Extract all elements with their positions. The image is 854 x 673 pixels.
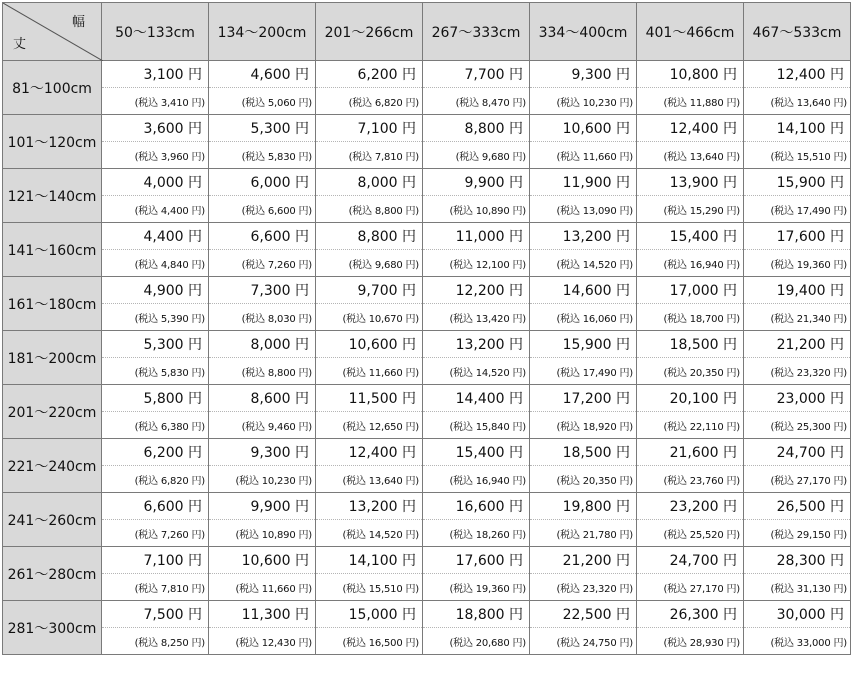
price-cell: 9,300 円 <box>209 439 316 466</box>
tax-included-price-cell: (税込 29,150 円) <box>744 520 851 547</box>
height-header: 81～100cm <box>3 61 102 115</box>
table-row-tax <box>3 358 851 385</box>
price-cell: 21,600 円 <box>637 439 744 466</box>
tax-included-price-cell: (税込 6,380 円) <box>102 412 209 439</box>
tax-included-price-cell: (税込 21,780 円) <box>530 520 637 547</box>
price-cell: 24,700 円 <box>637 547 744 574</box>
width-header: 50～133cm <box>102 3 209 61</box>
tax-included-price-cell: (税込 25,300 円) <box>744 412 851 439</box>
price-cell: 6,600 円 <box>102 493 209 520</box>
price-cell: 11,300 円 <box>209 601 316 628</box>
price-cell: 6,200 円 <box>102 439 209 466</box>
table-row <box>3 439 851 466</box>
header-row <box>3 3 851 61</box>
tax-included-price-cell: (税込 7,810 円) <box>102 574 209 601</box>
tax-included-price-cell: (税込 8,030 円) <box>209 304 316 331</box>
tax-included-price-cell: (税込 10,890 円) <box>423 196 530 223</box>
tax-included-price-cell: (税込 25,520 円) <box>637 520 744 547</box>
table-row-tax <box>3 250 851 277</box>
price-cell: 23,200 円 <box>637 493 744 520</box>
price-cell: 8,600 円 <box>209 385 316 412</box>
tax-included-price-cell: (税込 23,320 円) <box>744 358 851 385</box>
price-cell: 17,600 円 <box>423 547 530 574</box>
table-row-tax <box>3 88 851 115</box>
price-cell: 9,900 円 <box>209 493 316 520</box>
height-header: 121～140cm <box>3 169 102 223</box>
tax-included-price-cell: (税込 3,410 円) <box>102 88 209 115</box>
tax-included-price-cell: (税込 11,660 円) <box>316 358 423 385</box>
price-cell: 9,300 円 <box>530 61 637 88</box>
tax-included-price-cell: (税込 18,920 円) <box>530 412 637 439</box>
price-cell: 12,200 円 <box>423 277 530 304</box>
tax-included-price-cell: (税込 27,170 円) <box>637 574 744 601</box>
price-cell: 6,600 円 <box>209 223 316 250</box>
price-cell: 8,000 円 <box>316 169 423 196</box>
tax-included-price-cell: (税込 15,840 円) <box>423 412 530 439</box>
tax-included-price-cell: (税込 9,680 円) <box>423 142 530 169</box>
price-cell: 23,000 円 <box>744 385 851 412</box>
price-table-container <box>2 2 851 655</box>
tax-included-price-cell: (税込 18,260 円) <box>423 520 530 547</box>
tax-included-price-cell: (税込 7,260 円) <box>209 250 316 277</box>
height-header: 201～220cm <box>3 385 102 439</box>
height-header: 281～300cm <box>3 601 102 655</box>
price-cell: 11,500 円 <box>316 385 423 412</box>
price-cell: 21,200 円 <box>744 331 851 358</box>
tax-included-price-cell: (税込 5,830 円) <box>209 142 316 169</box>
tax-included-price-cell: (税込 13,420 円) <box>423 304 530 331</box>
tax-included-price-cell: (税込 20,680 円) <box>423 628 530 655</box>
tax-included-price-cell: (税込 6,820 円) <box>102 466 209 493</box>
corner-cell <box>3 3 102 61</box>
price-cell: 8,800 円 <box>423 115 530 142</box>
tax-included-price-cell: (税込 4,840 円) <box>102 250 209 277</box>
price-cell: 4,600 円 <box>209 61 316 88</box>
price-cell: 10,800 円 <box>637 61 744 88</box>
price-cell: 10,600 円 <box>530 115 637 142</box>
price-cell: 9,700 円 <box>316 277 423 304</box>
height-header: 241～260cm <box>3 493 102 547</box>
tax-included-price-cell: (税込 5,390 円) <box>102 304 209 331</box>
price-cell: 7,500 円 <box>102 601 209 628</box>
price-cell: 3,600 円 <box>102 115 209 142</box>
price-cell: 26,500 円 <box>744 493 851 520</box>
price-cell: 11,000 円 <box>423 223 530 250</box>
tax-included-price-cell: (税込 13,090 円) <box>530 196 637 223</box>
table-row <box>3 277 851 304</box>
price-table-body <box>3 61 851 655</box>
tax-included-price-cell: (税込 20,350 円) <box>530 466 637 493</box>
tax-included-price-cell: (税込 14,520 円) <box>530 250 637 277</box>
price-cell: 7,100 円 <box>102 547 209 574</box>
price-cell: 14,400 円 <box>423 385 530 412</box>
tax-included-price-cell: (税込 14,520 円) <box>423 358 530 385</box>
width-header: 467～533cm <box>744 3 851 61</box>
price-cell: 6,200 円 <box>316 61 423 88</box>
table-row <box>3 223 851 250</box>
table-row <box>3 547 851 574</box>
price-cell: 18,800 円 <box>423 601 530 628</box>
tax-included-price-cell: (税込 11,880 円) <box>637 88 744 115</box>
width-header: 201～266cm <box>316 3 423 61</box>
tax-included-price-cell: (税込 7,810 円) <box>316 142 423 169</box>
height-label: 丈 <box>13 37 27 52</box>
price-cell: 17,000 円 <box>637 277 744 304</box>
tax-included-price-cell: (税込 16,940 円) <box>637 250 744 277</box>
table-row <box>3 61 851 88</box>
tax-included-price-cell: (税込 8,470 円) <box>423 88 530 115</box>
price-cell: 12,400 円 <box>637 115 744 142</box>
price-cell: 15,400 円 <box>637 223 744 250</box>
tax-included-price-cell: (税込 28,930 円) <box>637 628 744 655</box>
table-row-tax <box>3 520 851 547</box>
table-row-tax <box>3 628 851 655</box>
tax-included-price-cell: (税込 10,230 円) <box>530 88 637 115</box>
tax-included-price-cell: (税込 19,360 円) <box>744 250 851 277</box>
tax-included-price-cell: (税込 6,600 円) <box>209 196 316 223</box>
tax-included-price-cell: (税込 17,490 円) <box>744 196 851 223</box>
diagonal-divider <box>3 3 103 61</box>
price-cell: 22,500 円 <box>530 601 637 628</box>
price-cell: 13,200 円 <box>423 331 530 358</box>
price-cell: 13,200 円 <box>316 493 423 520</box>
tax-included-price-cell: (税込 5,060 円) <box>209 88 316 115</box>
price-cell: 9,900 円 <box>423 169 530 196</box>
tax-included-price-cell: (税込 18,700 円) <box>637 304 744 331</box>
price-cell: 14,600 円 <box>530 277 637 304</box>
price-cell: 5,800 円 <box>102 385 209 412</box>
tax-included-price-cell: (税込 19,360 円) <box>423 574 530 601</box>
height-header: 161～180cm <box>3 277 102 331</box>
tax-included-price-cell: (税込 12,430 円) <box>209 628 316 655</box>
tax-included-price-cell: (税込 8,800 円) <box>209 358 316 385</box>
table-row-tax <box>3 466 851 493</box>
width-header: 334～400cm <box>530 3 637 61</box>
tax-included-price-cell: (税込 13,640 円) <box>637 142 744 169</box>
table-row-tax <box>3 304 851 331</box>
price-cell: 7,300 円 <box>209 277 316 304</box>
price-cell: 16,600 円 <box>423 493 530 520</box>
tax-included-price-cell: (税込 16,500 円) <box>316 628 423 655</box>
table-row-tax <box>3 196 851 223</box>
tax-included-price-cell: (税込 5,830 円) <box>102 358 209 385</box>
tax-included-price-cell: (税込 15,510 円) <box>744 142 851 169</box>
price-cell: 15,900 円 <box>530 331 637 358</box>
tax-included-price-cell: (税込 3,960 円) <box>102 142 209 169</box>
price-cell: 19,800 円 <box>530 493 637 520</box>
tax-included-price-cell: (税込 9,680 円) <box>316 250 423 277</box>
tax-included-price-cell: (税込 15,510 円) <box>316 574 423 601</box>
tax-included-price-cell: (税込 20,350 円) <box>637 358 744 385</box>
price-cell: 4,900 円 <box>102 277 209 304</box>
price-cell: 26,300 円 <box>637 601 744 628</box>
price-cell: 4,400 円 <box>102 223 209 250</box>
tax-included-price-cell: (税込 27,170 円) <box>744 466 851 493</box>
table-row <box>3 385 851 412</box>
tax-included-price-cell: (税込 11,660 円) <box>209 574 316 601</box>
table-row-tax <box>3 412 851 439</box>
price-cell: 3,100 円 <box>102 61 209 88</box>
tax-included-price-cell: (税込 11,660 円) <box>530 142 637 169</box>
height-header: 221～240cm <box>3 439 102 493</box>
tax-included-price-cell: (税込 13,640 円) <box>316 466 423 493</box>
tax-included-price-cell: (税込 23,320 円) <box>530 574 637 601</box>
price-cell: 6,000 円 <box>209 169 316 196</box>
tax-included-price-cell: (税込 24,750 円) <box>530 628 637 655</box>
tax-included-price-cell: (税込 15,290 円) <box>637 196 744 223</box>
price-cell: 10,600 円 <box>316 331 423 358</box>
tax-included-price-cell: (税込 10,670 円) <box>316 304 423 331</box>
width-header: 401～466cm <box>637 3 744 61</box>
tax-included-price-cell: (税込 31,130 円) <box>744 574 851 601</box>
table-row <box>3 169 851 196</box>
table-row <box>3 493 851 520</box>
price-cell: 30,000 円 <box>744 601 851 628</box>
tax-included-price-cell: (税込 6,820 円) <box>316 88 423 115</box>
price-cell: 10,600 円 <box>209 547 316 574</box>
tax-included-price-cell: (税込 4,400 円) <box>102 196 209 223</box>
tax-included-price-cell: (税込 17,490 円) <box>530 358 637 385</box>
width-header: 267～333cm <box>423 3 530 61</box>
price-cell: 5,300 円 <box>102 331 209 358</box>
price-cell: 15,000 円 <box>316 601 423 628</box>
tax-included-price-cell: (税込 12,650 円) <box>316 412 423 439</box>
price-cell: 12,400 円 <box>744 61 851 88</box>
price-cell: 14,100 円 <box>744 115 851 142</box>
price-cell: 21,200 円 <box>530 547 637 574</box>
tax-included-price-cell: (税込 10,890 円) <box>209 520 316 547</box>
price-cell: 15,400 円 <box>423 439 530 466</box>
tax-included-price-cell: (税込 9,460 円) <box>209 412 316 439</box>
price-cell: 8,800 円 <box>316 223 423 250</box>
tax-included-price-cell: (税込 14,520 円) <box>316 520 423 547</box>
height-header: 141～160cm <box>3 223 102 277</box>
tax-included-price-cell: (税込 22,110 円) <box>637 412 744 439</box>
price-cell: 24,700 円 <box>744 439 851 466</box>
price-cell: 5,300 円 <box>209 115 316 142</box>
tax-included-price-cell: (税込 23,760 円) <box>637 466 744 493</box>
price-cell: 15,900 円 <box>744 169 851 196</box>
height-header: 261～280cm <box>3 547 102 601</box>
price-cell: 13,200 円 <box>530 223 637 250</box>
price-cell: 19,400 円 <box>744 277 851 304</box>
price-cell: 17,200 円 <box>530 385 637 412</box>
tax-included-price-cell: (税込 7,260 円) <box>102 520 209 547</box>
price-table <box>2 2 851 655</box>
price-cell: 11,900 円 <box>530 169 637 196</box>
table-row <box>3 601 851 628</box>
price-cell: 8,000 円 <box>209 331 316 358</box>
tax-included-price-cell: (税込 12,100 円) <box>423 250 530 277</box>
tax-included-price-cell: (税込 8,250 円) <box>102 628 209 655</box>
height-header: 181～200cm <box>3 331 102 385</box>
price-cell: 28,300 円 <box>744 547 851 574</box>
table-row <box>3 331 851 358</box>
price-cell: 20,100 円 <box>637 385 744 412</box>
tax-included-price-cell: (税込 13,640 円) <box>744 88 851 115</box>
price-cell: 7,700 円 <box>423 61 530 88</box>
table-row <box>3 115 851 142</box>
price-cell: 17,600 円 <box>744 223 851 250</box>
tax-included-price-cell: (税込 21,340 円) <box>744 304 851 331</box>
tax-included-price-cell: (税込 33,000 円) <box>744 628 851 655</box>
tax-included-price-cell: (税込 8,800 円) <box>316 196 423 223</box>
table-row-tax <box>3 142 851 169</box>
price-cell: 12,400 円 <box>316 439 423 466</box>
tax-included-price-cell: (税込 16,940 円) <box>423 466 530 493</box>
height-header: 101～120cm <box>3 115 102 169</box>
price-cell: 18,500 円 <box>637 331 744 358</box>
width-label: 幅 <box>71 15 85 30</box>
tax-included-price-cell: (税込 16,060 円) <box>530 304 637 331</box>
price-cell: 13,900 円 <box>637 169 744 196</box>
price-cell: 7,100 円 <box>316 115 423 142</box>
price-cell: 14,100 円 <box>316 547 423 574</box>
width-header: 134～200cm <box>209 3 316 61</box>
table-row-tax <box>3 574 851 601</box>
price-cell: 18,500 円 <box>530 439 637 466</box>
price-cell: 4,000 円 <box>102 169 209 196</box>
tax-included-price-cell: (税込 10,230 円) <box>209 466 316 493</box>
